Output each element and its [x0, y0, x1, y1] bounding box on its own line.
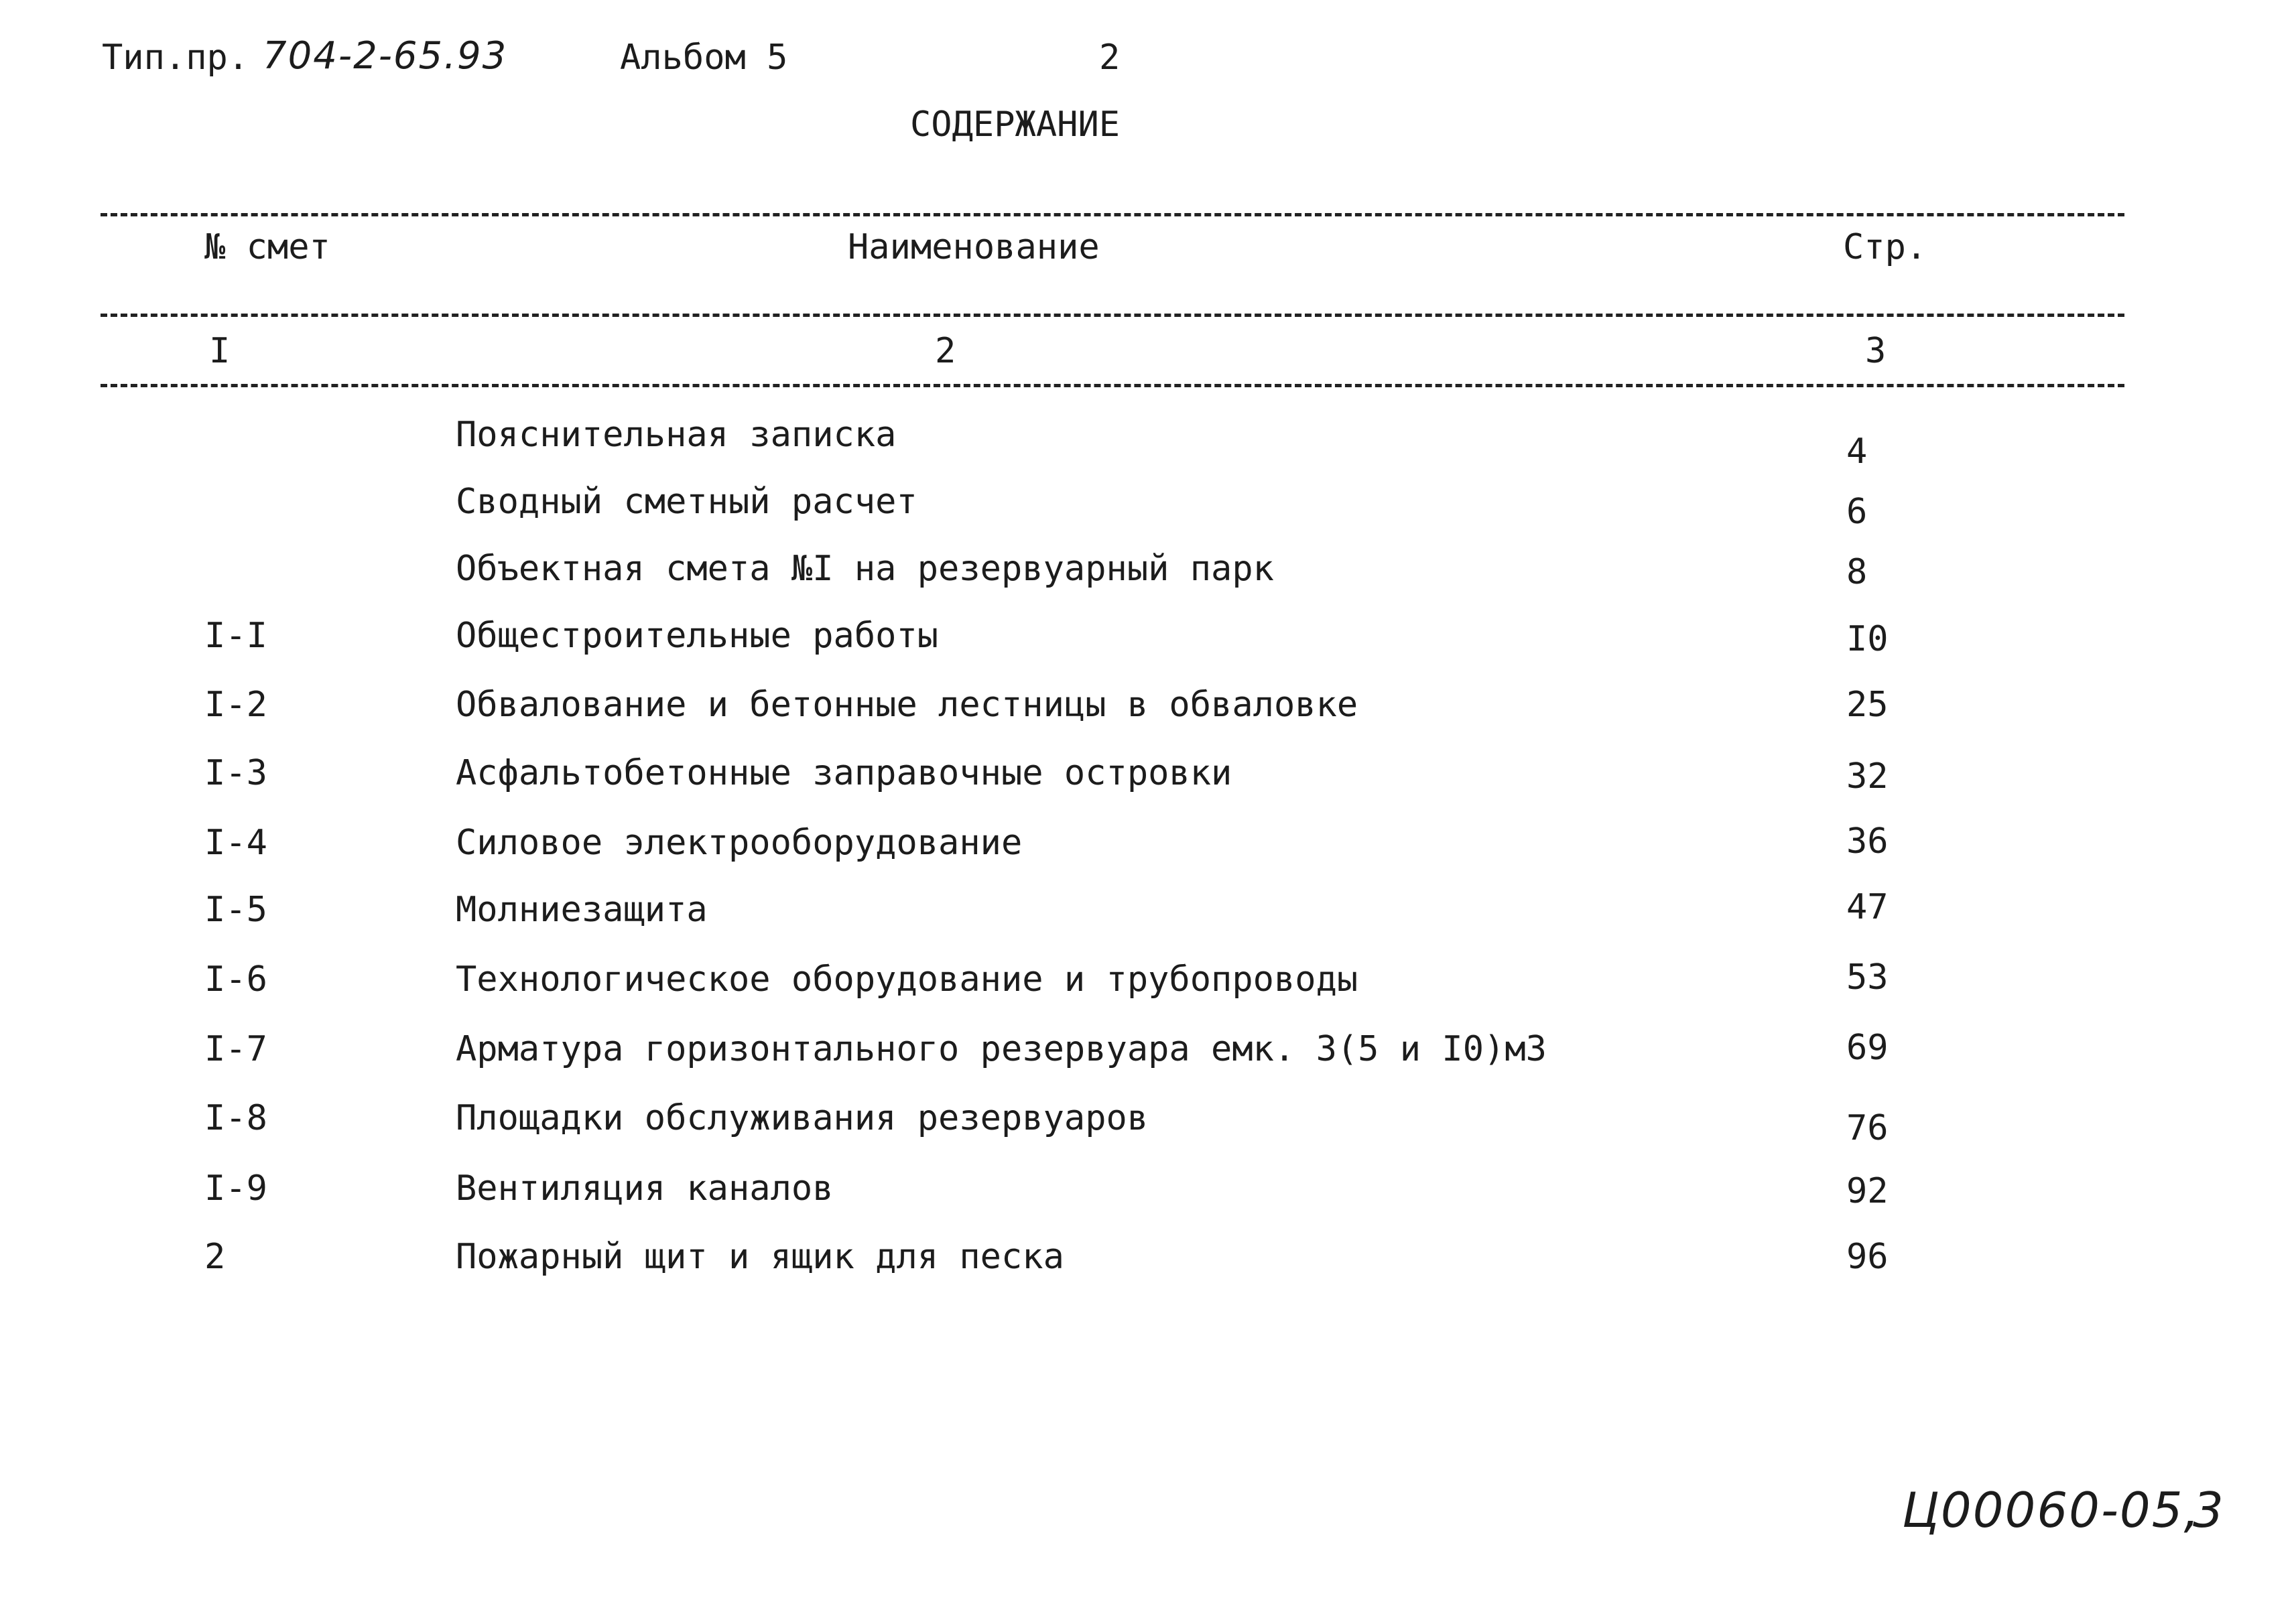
- row-page: 32: [1846, 756, 1889, 797]
- project-code: 704-2-65.93: [263, 34, 508, 78]
- row-page: 8: [1846, 552, 1868, 592]
- row-page: 76: [1846, 1108, 1889, 1148]
- row-name: Молниезащита: [456, 890, 708, 930]
- row-number: I-4: [204, 823, 267, 863]
- column-header-name: Наименование: [848, 227, 1100, 267]
- row-page: 92: [1846, 1171, 1889, 1211]
- column-number-3: 3: [1865, 331, 1887, 371]
- column-number-2: 2: [935, 331, 956, 371]
- row-number: I-7: [204, 1029, 267, 1069]
- row-number: I-2: [204, 685, 267, 725]
- sheet-number: 2: [1099, 38, 1121, 78]
- archive-stamp-code: Ц00060-05,: [1902, 1482, 2201, 1538]
- row-name: Пожарный щит и ящик для песка: [456, 1237, 1064, 1277]
- row-number: I-I: [204, 616, 267, 656]
- row-name: Силовое электрооборудование: [456, 823, 1023, 863]
- row-number: I-8: [204, 1098, 267, 1138]
- album-label: Альбом 5: [620, 38, 788, 78]
- row-name: Площадки обслуживания резервуаров: [456, 1098, 1149, 1138]
- row-name: Арматура горизонтального резервуара емк. 3(5 и I0)м3: [456, 1029, 1547, 1069]
- row-number: I-6: [204, 959, 267, 1000]
- row-page: 36: [1846, 821, 1889, 862]
- document-title: СОДЕРЖАНИЕ: [910, 105, 1121, 145]
- table-header-rule: [101, 314, 2124, 317]
- row-page: 53: [1846, 957, 1889, 998]
- table-top-rule: [101, 213, 2124, 216]
- row-page: 96: [1846, 1237, 1889, 1277]
- row-name: Обвалование и бетонные лестницы в обваловке: [456, 685, 1358, 725]
- column-number-1: I: [209, 331, 231, 371]
- row-page: 6: [1846, 492, 1868, 532]
- column-header-number: № смет: [204, 227, 330, 267]
- row-page: 47: [1846, 887, 1889, 927]
- row-page: I0: [1846, 619, 1889, 659]
- row-name: Вентиляция каналов: [456, 1168, 834, 1209]
- row-name: Общестроительные работы: [456, 616, 939, 656]
- row-number: I-3: [204, 753, 267, 793]
- row-number: 2: [204, 1237, 226, 1277]
- row-page: 69: [1846, 1028, 1889, 1068]
- row-name: Асфальтобетонные заправочные островки: [456, 753, 1232, 793]
- column-header-page: Стр.: [1843, 227, 1927, 267]
- row-page: 4: [1846, 431, 1868, 472]
- row-number: I-5: [204, 890, 267, 930]
- row-number: I-9: [204, 1168, 267, 1209]
- row-page: 25: [1846, 685, 1889, 725]
- project-prefix: Тип.пр.: [102, 38, 249, 78]
- row-name: Сводный сметный расчет: [456, 482, 917, 522]
- page-mark: 3: [2193, 1482, 2225, 1538]
- row-name: Объектная смета №I на резервуарный парк: [456, 549, 1274, 589]
- table-body-rule: [101, 384, 2124, 387]
- row-name: Технологическое оборудование и трубопроводы: [456, 959, 1358, 1000]
- row-name: Пояснительная записка: [456, 415, 897, 455]
